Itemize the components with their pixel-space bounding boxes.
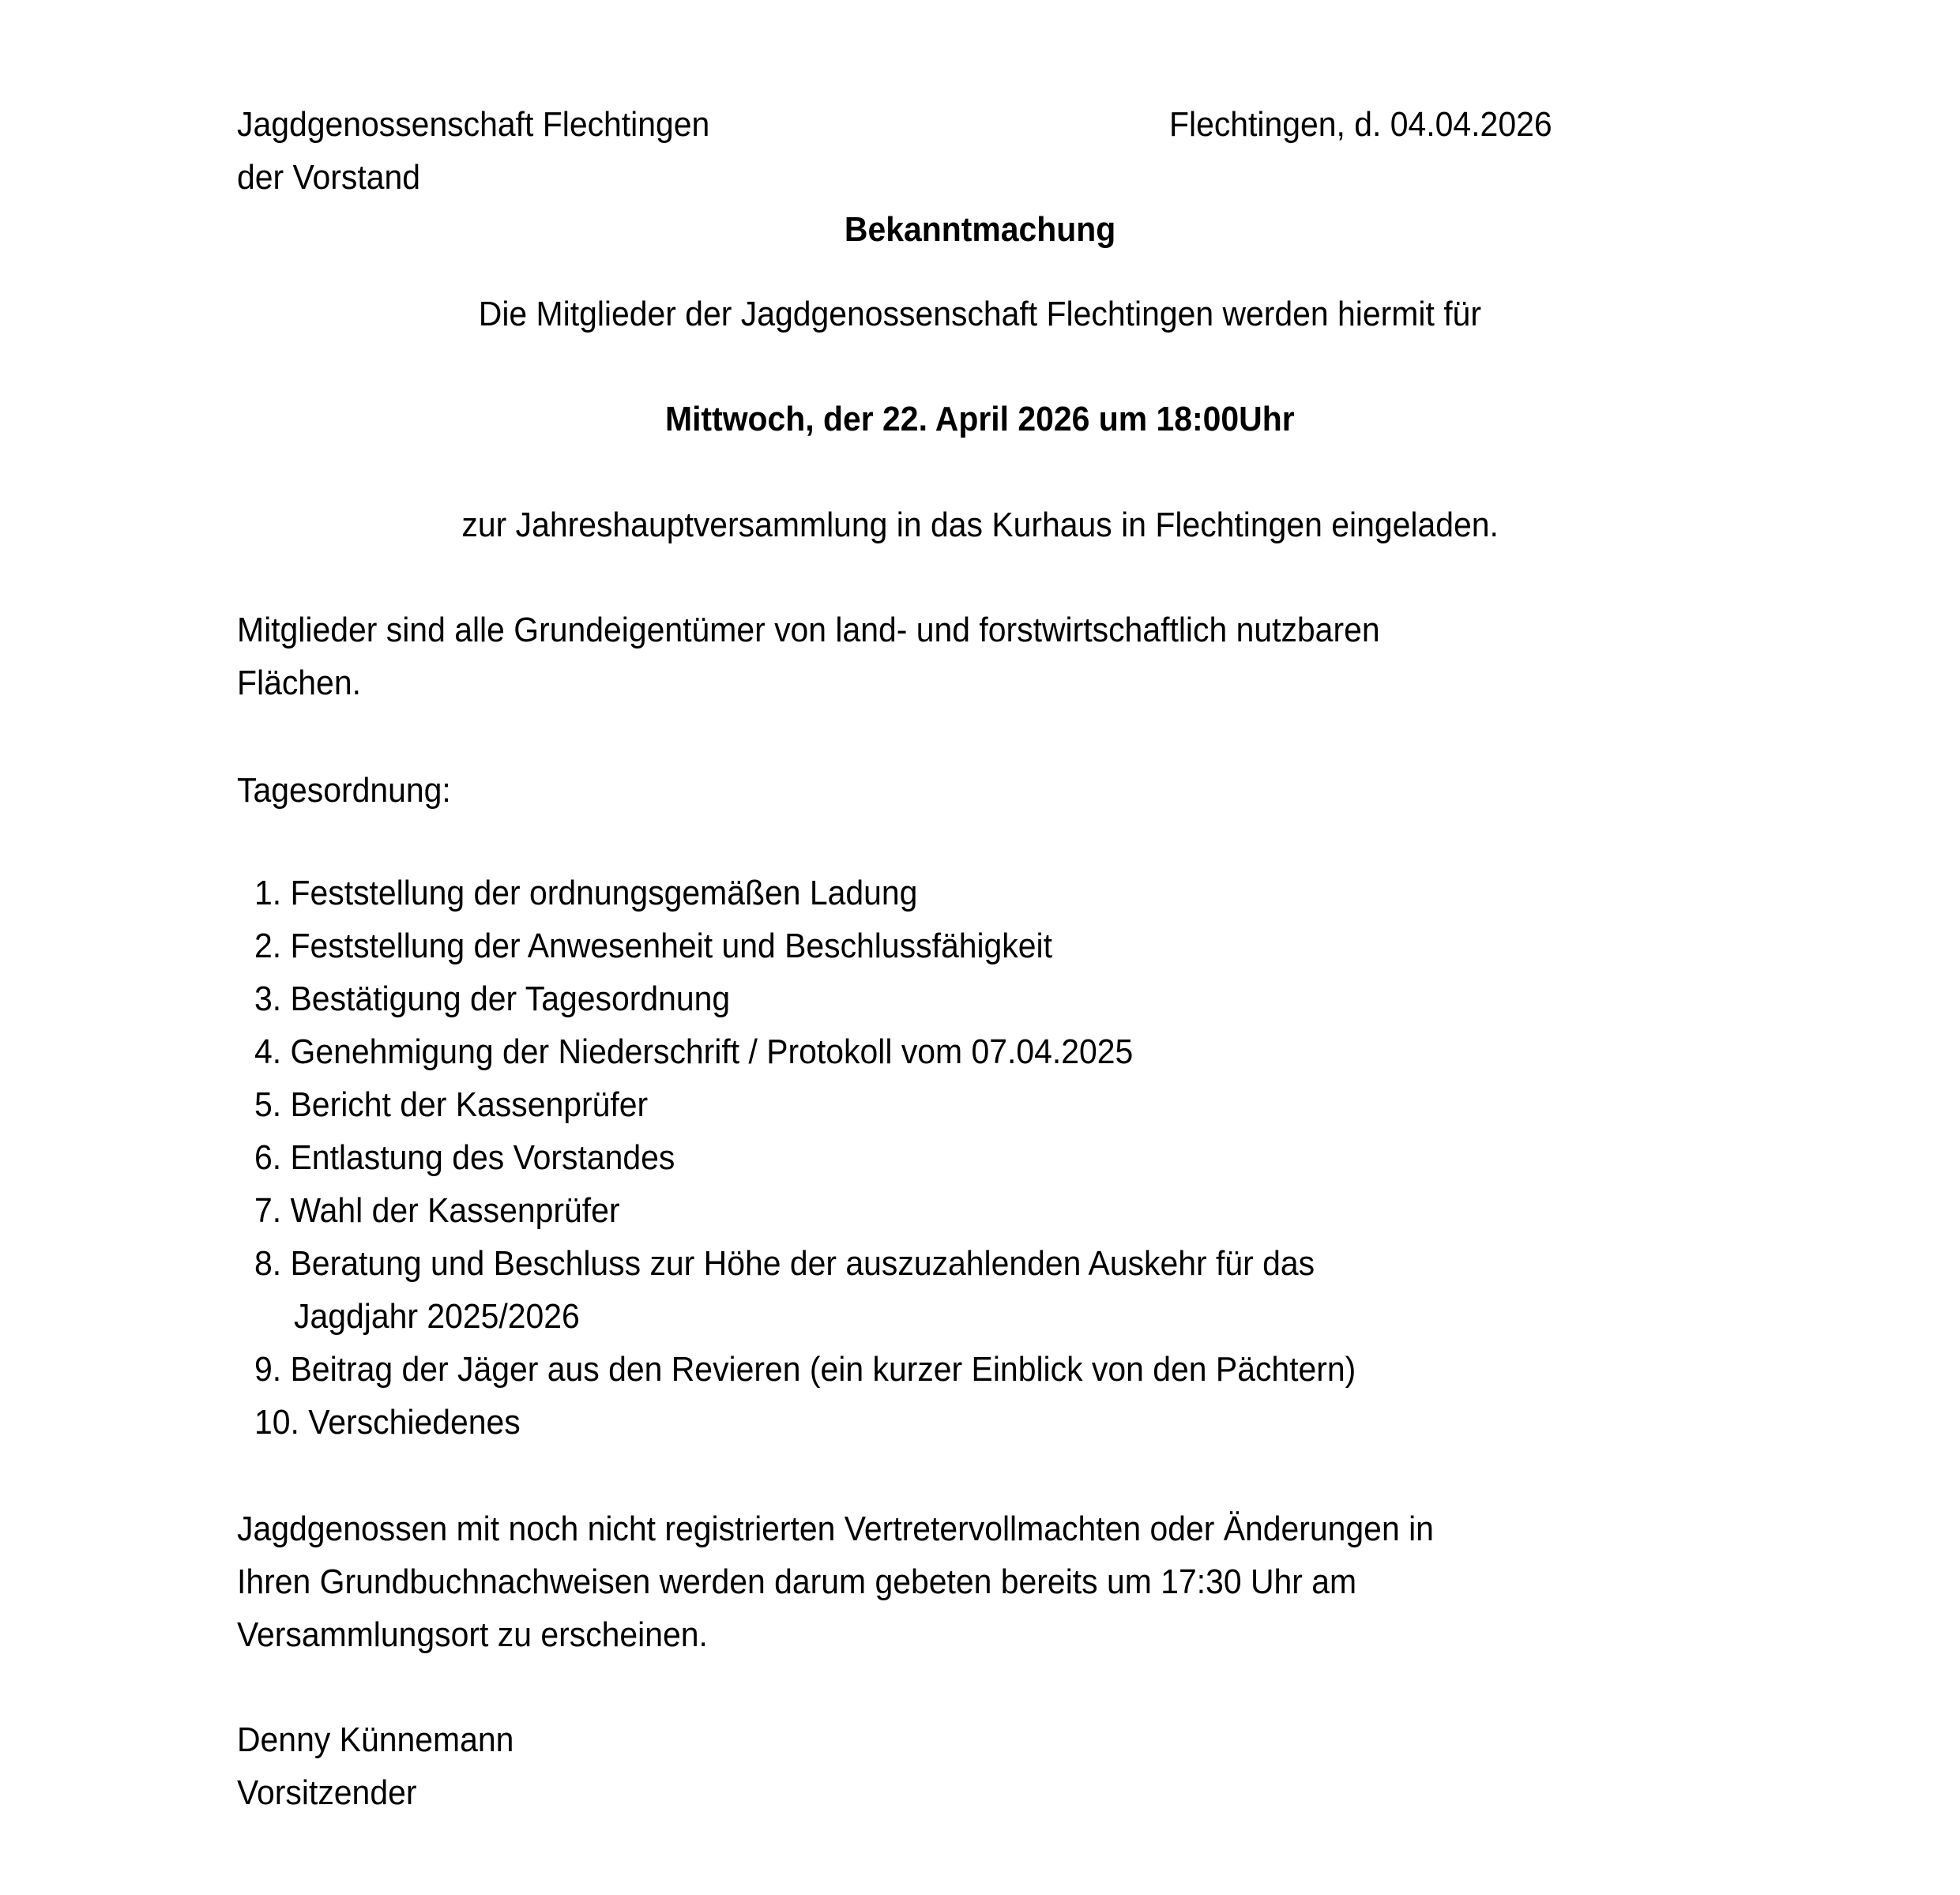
agenda-item — [254, 876, 917, 911]
agenda-item — [254, 1032, 1134, 1071]
meeting-date-time — [0, 402, 1960, 437]
agenda-item-number: 10. — [254, 1403, 299, 1442]
agenda-item-text: Verschiedenes — [308, 1403, 521, 1442]
agenda-item-text: Beratung und Beschluss zur Höhe der auszuzahlenden Auskehr für das — [290, 1244, 1315, 1283]
membership-line-2: Flächen. — [237, 664, 361, 702]
signatory-name: Denny Künnemann — [237, 1720, 514, 1759]
agenda-item-text: Feststellung der Anwesenheit und Beschlussfähigkeit — [290, 927, 1052, 965]
agenda-item-text: Beitrag der Jäger aus den Revieren (ein kurzer Einblick von den Pächtern) — [290, 1350, 1356, 1389]
agenda-item — [254, 1246, 1315, 1281]
agenda-item-text: Genehmigung der Niederschrift / Protokoll vom 07.04.2025 — [290, 1032, 1134, 1071]
agenda-item — [254, 929, 1052, 964]
notice-line-2: Ihren Grundbuchnachweisen werden darum gebeten bereits um 17:30 Uhr am — [237, 1562, 1357, 1601]
place-date: Flechtingen, d. 04.04.2026 — [1169, 105, 1552, 144]
agenda-item-continuation: Jagdjahr 2025/2026 — [294, 1297, 580, 1336]
agenda-item-number: 9. — [254, 1350, 282, 1389]
meeting-date-time-text: Mittwoch, der 22. April 2026 um 18:00Uhr — [665, 400, 1295, 438]
agenda-item-number: 4. — [254, 1032, 282, 1071]
notice-line-3: Versammlungsort zu erscheinen. — [237, 1615, 708, 1654]
agenda-item-number: 7. — [254, 1191, 282, 1230]
agenda-item — [254, 1085, 649, 1124]
organization-name: Jagdgenossenschaft Flechtingen — [237, 105, 710, 144]
agenda-item — [254, 979, 731, 1018]
invitation-intro-text: Die Mitglieder der Jagdgenossenschaft Flechtingen werden hiermit für — [478, 295, 1482, 333]
agenda-item-text: Entlastung des Vorstandes — [290, 1138, 675, 1177]
agenda-item — [254, 1191, 620, 1230]
meeting-venue — [0, 508, 1960, 543]
agenda-item — [254, 1405, 521, 1440]
department-name: der Vorstand — [237, 158, 421, 197]
agenda-item-text: Bestätigung der Tagesordnung — [290, 979, 731, 1018]
agenda-item-text: Feststellung der ordnungsgemäßen Ladung — [290, 874, 918, 912]
agenda-item-number: 8. — [254, 1244, 282, 1283]
agenda-item-text: Bericht der Kassenprüfer — [290, 1085, 649, 1124]
invitation-intro — [0, 297, 1960, 332]
document-title — [0, 212, 1960, 247]
agenda-item-number: 6. — [254, 1138, 282, 1177]
agenda-item — [254, 1352, 1356, 1387]
agenda-item — [254, 1138, 675, 1177]
agenda-item-text: Wahl der Kassenprüfer — [290, 1191, 620, 1230]
agenda-item-number: 5. — [254, 1085, 282, 1124]
agenda-item-number: 2. — [254, 927, 282, 965]
agenda-item-number: 1. — [254, 874, 282, 912]
membership-line-1: Mitglieder sind alle Grundeigentümer von land- und forstwirtschaftlich nutzbaren — [237, 611, 1380, 649]
agenda-item-number: 3. — [254, 979, 282, 1018]
signatory-role: Vorsitzender — [237, 1773, 417, 1812]
notice-line-1: Jagdgenossen mit noch nicht registrierten Vertretervollmachten oder Änderungen in — [237, 1510, 1434, 1548]
meeting-venue-text: zur Jahreshauptversammlung in das Kurhaus in Flechtingen eingeladen. — [461, 506, 1499, 544]
document-title-text: Bekanntmachung — [844, 210, 1116, 249]
agenda-heading: Tagesordnung: — [237, 771, 451, 810]
